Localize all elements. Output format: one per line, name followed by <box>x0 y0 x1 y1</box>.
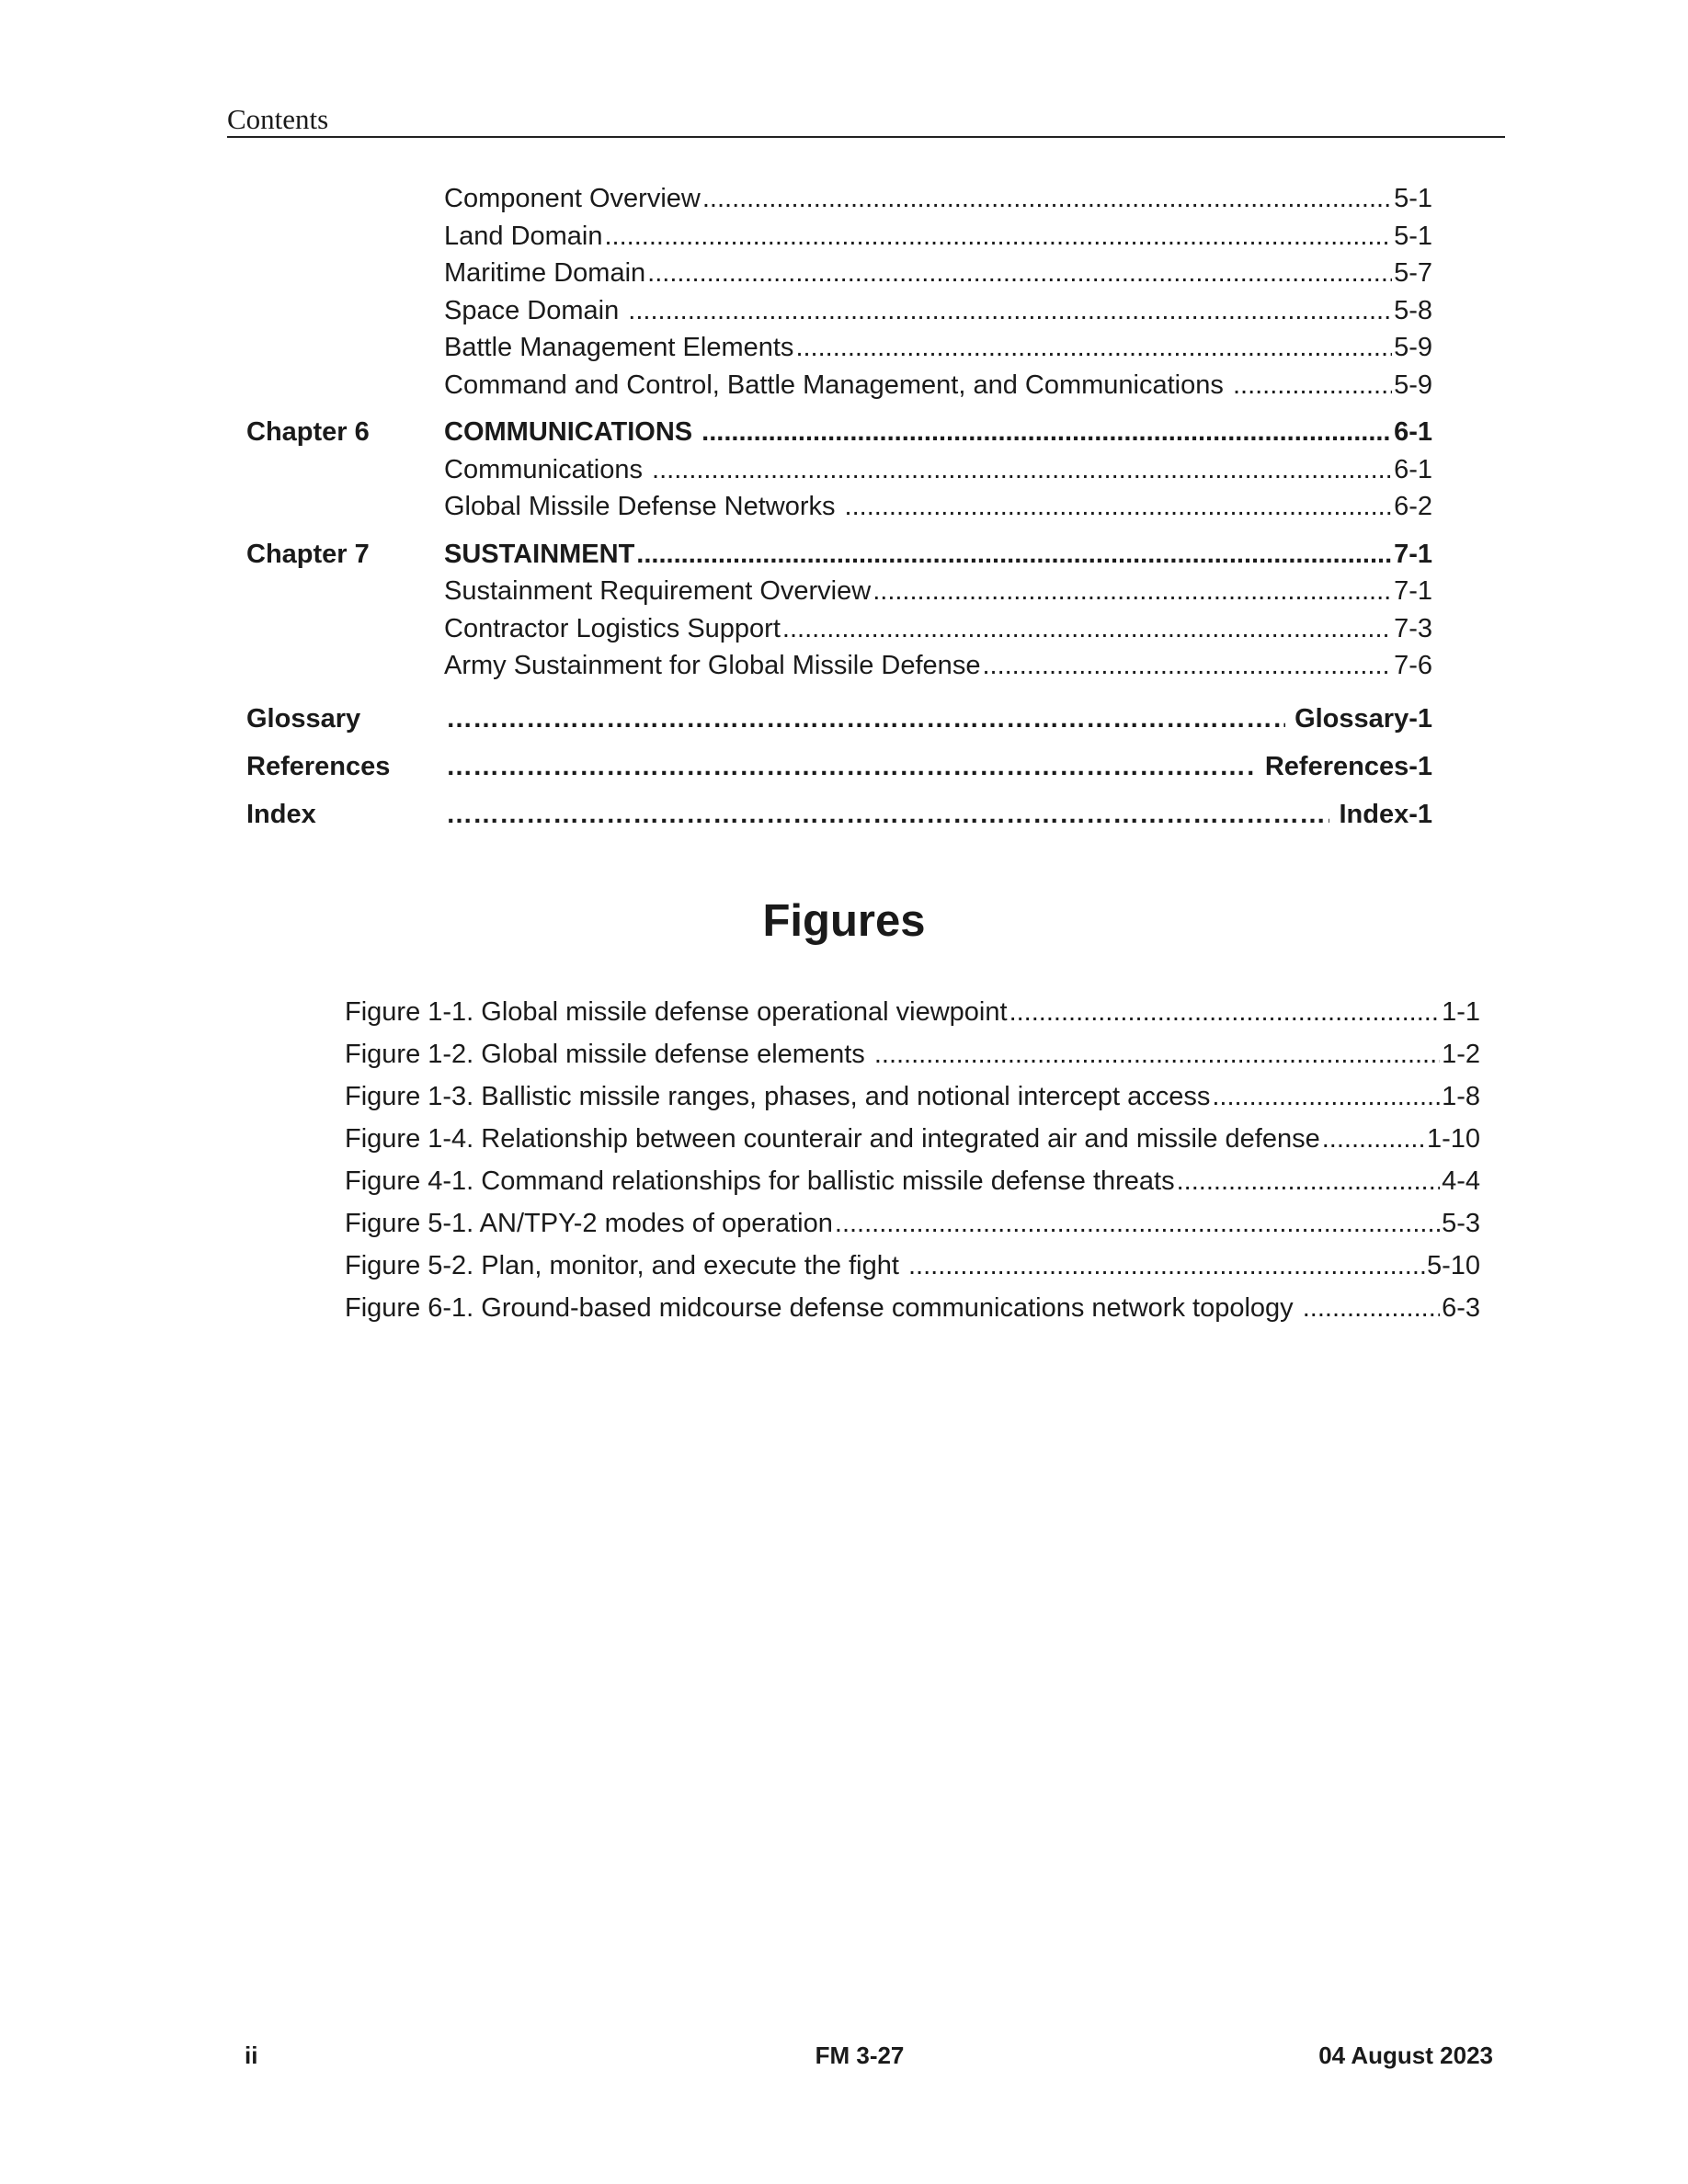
toc-entry[interactable] <box>246 488 1432 526</box>
toc-entry[interactable] <box>246 329 1432 367</box>
figure-title: Figure 1-3. Ballistic missile ranges, phases, and notional intercept access <box>345 1082 1211 1111</box>
figure-entry[interactable] <box>345 1202 1480 1245</box>
figure-page: 6-3 <box>1442 1293 1480 1323</box>
dot-leader <box>1322 1118 1425 1160</box>
figure-entry[interactable] <box>345 1033 1480 1075</box>
toc-entry-page: 5-9 <box>1394 333 1432 362</box>
toc-entry-title: Maritime Domain <box>444 258 646 288</box>
figure-entry[interactable] <box>345 991 1480 1033</box>
toc-entry-title: Battle Management Elements <box>444 333 794 362</box>
toc-entry-page: 7-3 <box>1394 613 1432 643</box>
toc-chapter-label: Glossary <box>246 703 361 734</box>
toc-entry-page: 6-1 <box>1394 417 1432 447</box>
dot-leader <box>605 218 1393 256</box>
toc-entry-page: 7-1 <box>1394 539 1432 569</box>
toc-entry[interactable] <box>246 292 1432 330</box>
figure-page: 1-8 <box>1442 1082 1480 1111</box>
toc-entry-page: Glossary-1 <box>1287 703 1432 734</box>
figure-page: 1-1 <box>1442 997 1480 1027</box>
page-header <box>227 103 1505 138</box>
toc-entry-title: Space Domain <box>444 295 627 325</box>
toc-entry-title: Communications <box>444 454 651 484</box>
dot-leader <box>1177 1160 1440 1202</box>
dot-leader <box>874 1033 1440 1075</box>
toc-chapter-label: Chapter 7 <box>246 539 370 569</box>
toc-entry-title: Command and Control, Battle Management, and Communications <box>444 370 1231 400</box>
toc-entry-page: 5-7 <box>1394 258 1432 288</box>
figure-entry[interactable] <box>345 1287 1480 1329</box>
dot-leader <box>982 647 1392 685</box>
toc-chapter-label: Index <box>246 799 316 829</box>
toc-entry-title: SUSTAINMENT <box>444 539 635 569</box>
dot-leader <box>873 573 1392 610</box>
dot-leader <box>446 743 1256 791</box>
dot-leader <box>446 791 1329 838</box>
toc-entry-page: 5-8 <box>1394 295 1432 325</box>
dot-leader <box>628 292 1392 330</box>
toc-entry-page: 6-2 <box>1394 492 1432 521</box>
figure-title: Figure 4-1. Command relationships for ballistic missile defense threats <box>345 1166 1175 1196</box>
figure-entry[interactable] <box>345 1245 1480 1287</box>
toc-entry-page: 7-6 <box>1394 651 1432 680</box>
toc-entry-page: 5-1 <box>1394 184 1432 213</box>
dot-leader <box>1303 1287 1440 1329</box>
toc-entry[interactable] <box>246 180 1432 218</box>
figures-heading: Figures <box>762 896 926 946</box>
figure-title: Figure 5-1. AN/TPY-2 modes of operation <box>345 1209 833 1238</box>
footer-date: 04 August 2023 <box>1318 2042 1493 2069</box>
footer-publication: FM 3-27 <box>815 2042 905 2069</box>
dot-leader <box>702 180 1392 218</box>
figure-page: 1-2 <box>1442 1040 1480 1069</box>
figure-title: Figure 1-2. Global missile defense elements <box>345 1040 873 1069</box>
toc-entry-title: Component Overview <box>444 184 701 213</box>
toc-entry[interactable] <box>246 255 1432 292</box>
toc-entry-title: Contractor Logistics Support <box>444 613 781 643</box>
toc-entry[interactable] <box>246 367 1432 404</box>
header-title: Contents <box>227 103 329 135</box>
toc-entry-title: COMMUNICATIONS <box>444 417 701 447</box>
figure-title: Figure 1-4. Relationship between counterair and integrated air and missile defense <box>345 1124 1320 1154</box>
toc-chapter-7[interactable] <box>246 536 1432 574</box>
toc-entry-page: References-1 <box>1257 751 1432 781</box>
toc-entry[interactable] <box>246 573 1432 610</box>
dot-leader <box>1212 1075 1440 1118</box>
figure-page: 5-10 <box>1426 1251 1480 1280</box>
figures-list <box>345 991 1480 1329</box>
footer-page-number: ii <box>245 2042 258 2069</box>
toc-chapter-label: Chapter 6 <box>246 417 370 447</box>
toc-chapter-6[interactable] <box>246 414 1432 451</box>
toc-entry[interactable] <box>246 218 1432 256</box>
figure-page: 5-3 <box>1442 1209 1480 1238</box>
toc-entry-title: Army Sustainment for Global Missile Defense <box>444 651 981 680</box>
dot-leader <box>647 255 1392 292</box>
figure-title: Figure 1-1. Global missile defense operational viewpoint <box>345 997 1008 1027</box>
figure-entry[interactable] <box>345 1118 1480 1160</box>
dot-leader <box>795 329 1392 367</box>
dot-leader <box>835 1202 1440 1245</box>
dot-leader <box>908 1245 1425 1287</box>
toc-glossary[interactable] <box>246 695 1432 743</box>
dot-leader <box>652 451 1392 489</box>
figure-entry[interactable] <box>345 1160 1480 1202</box>
toc-entry-page: 7-1 <box>1394 576 1432 606</box>
dot-leader <box>782 610 1392 648</box>
toc-entry-title: Land Domain <box>444 221 603 251</box>
dot-leader <box>1233 367 1392 404</box>
toc-index[interactable] <box>246 791 1432 838</box>
toc-entry[interactable] <box>246 451 1432 489</box>
toc-entry[interactable] <box>246 610 1432 648</box>
figure-page: 1-10 <box>1426 1124 1480 1154</box>
toc-entry[interactable] <box>246 647 1432 685</box>
dot-leader <box>1009 991 1441 1033</box>
page-footer <box>0 2039 1688 2072</box>
dot-leader <box>446 695 1285 743</box>
figure-entry[interactable] <box>345 1075 1480 1118</box>
toc-entry-page: 6-1 <box>1394 454 1432 484</box>
dot-leader <box>701 414 1392 451</box>
table-of-contents <box>246 180 1432 838</box>
dot-leader <box>636 536 1392 574</box>
figure-title: Figure 6-1. Ground-based midcourse defense communications network topology <box>345 1293 1301 1323</box>
toc-entry-page: 5-9 <box>1394 370 1432 400</box>
figure-page: 4-4 <box>1442 1166 1480 1196</box>
figure-title: Figure 5-2. Plan, monitor, and execute the fight <box>345 1251 907 1280</box>
dot-leader <box>845 488 1393 526</box>
toc-entry-page: Index-1 <box>1331 799 1432 829</box>
toc-entry-title: Global Missile Defense Networks <box>444 492 843 521</box>
toc-references[interactable] <box>246 743 1432 791</box>
toc-chapter-label: References <box>246 751 391 781</box>
toc-entry-page: 5-1 <box>1394 221 1432 251</box>
toc-entry-title: Sustainment Requirement Overview <box>444 576 872 606</box>
